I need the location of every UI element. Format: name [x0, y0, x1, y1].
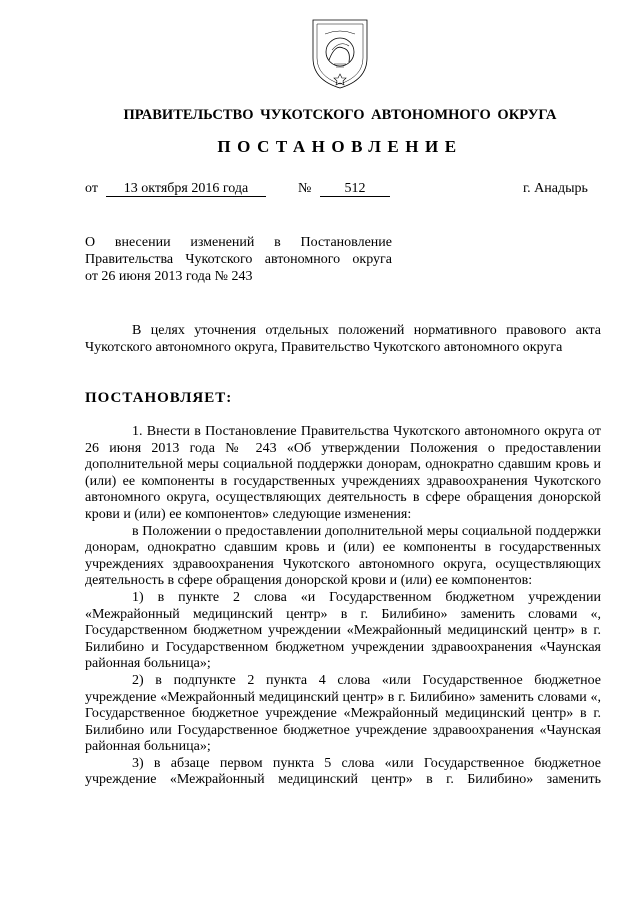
intro-block	[85, 322, 601, 356]
resolves-heading: ПОСТАНОВЛЯЕТ:	[85, 390, 233, 406]
paragraph-5: 3) в абзаце первом пункта 5 слова «или Государственное бюджетное учреждение «Межрайонный медицинский центр» в г. Билибино» заменить	[85, 755, 601, 788]
paragraph-4: 2) в подпункте 2 пункта 4 слова «или Государственное бюджетное учреждение «Межрайонный медицинский центр» в г. Билибино» заменить словами «, Государственное бюджетное учреждение «Межрайонный медицинский центр» в г. Билибино или Государственное бюджетное учреждение здравоохранения «Чаунская районная больница»;	[85, 672, 601, 755]
paragraph-3: 1) в пункте 2 слова «и Государственном бюджетном учреждении «Межрайонный медицинский центр» в г. Билибино» заменить словами «, Государственном бюджетном учреждении «Межрайонный медицинский центр» в г. Билибино и Государственном бюджетном учреждении здравоохранения «Чаунская районная больница»;	[85, 589, 601, 672]
intro-paragraph: В целях уточнения отдельных положений нормативного правового акта Чукотского автономного округа, Правительство Чукотского автономного округа	[85, 323, 601, 355]
decree-body	[85, 424, 601, 789]
subject-line-3: от 26 июня 2013 года № 243	[85, 269, 253, 284]
from-label: от	[85, 181, 98, 196]
date-field	[106, 181, 266, 197]
decree-title: ПОСТАНОВЛЕНИЕ	[217, 137, 463, 156]
decree-date: 13 октября 2016 года	[106, 181, 266, 197]
paragraph-2: в Положении о предоставлении дополнительной меры социальной поддержки донорам, однократно сдавшим кровь и (или) ее компоненты в государственных учреждениях здравоохранения Чукотского автономного округа, осуществляющих деятельность в сфере обращения донорской крови и (или) ее компонентов:	[85, 523, 601, 589]
number-field	[320, 181, 390, 197]
subject-line-2: Правительства Чукотского автономного округа	[85, 252, 392, 267]
coat-of-arms-icon	[305, 14, 375, 92]
city: г. Анадырь	[523, 181, 588, 196]
subject-line-1: О внесении изменений в Постановление	[85, 235, 392, 250]
decree-subject	[85, 234, 392, 285]
paragraph-1: 1. Внести в Постановление Правительства Чукотского автономного округа от 26 июня 2013 года № 243 «Об утверждении Положения о предоставлении дополнительной меры социальной поддержки донорам, однократно сдавшим кровь и (или) ее компоненты в государственных учреждениях здравоохранения Чукотского автономного округа, осуществляющих деятельность в сфере обращения донорской крови и (или) ее компонентов» следующие изменения:	[85, 424, 601, 522]
decree-number: 512	[320, 181, 390, 197]
government-title: ПРАВИТЕЛЬСТВО ЧУКОТСКОГО АВТОНОМНОГО ОКРУГА	[123, 107, 557, 123]
number-label: №	[298, 181, 312, 196]
